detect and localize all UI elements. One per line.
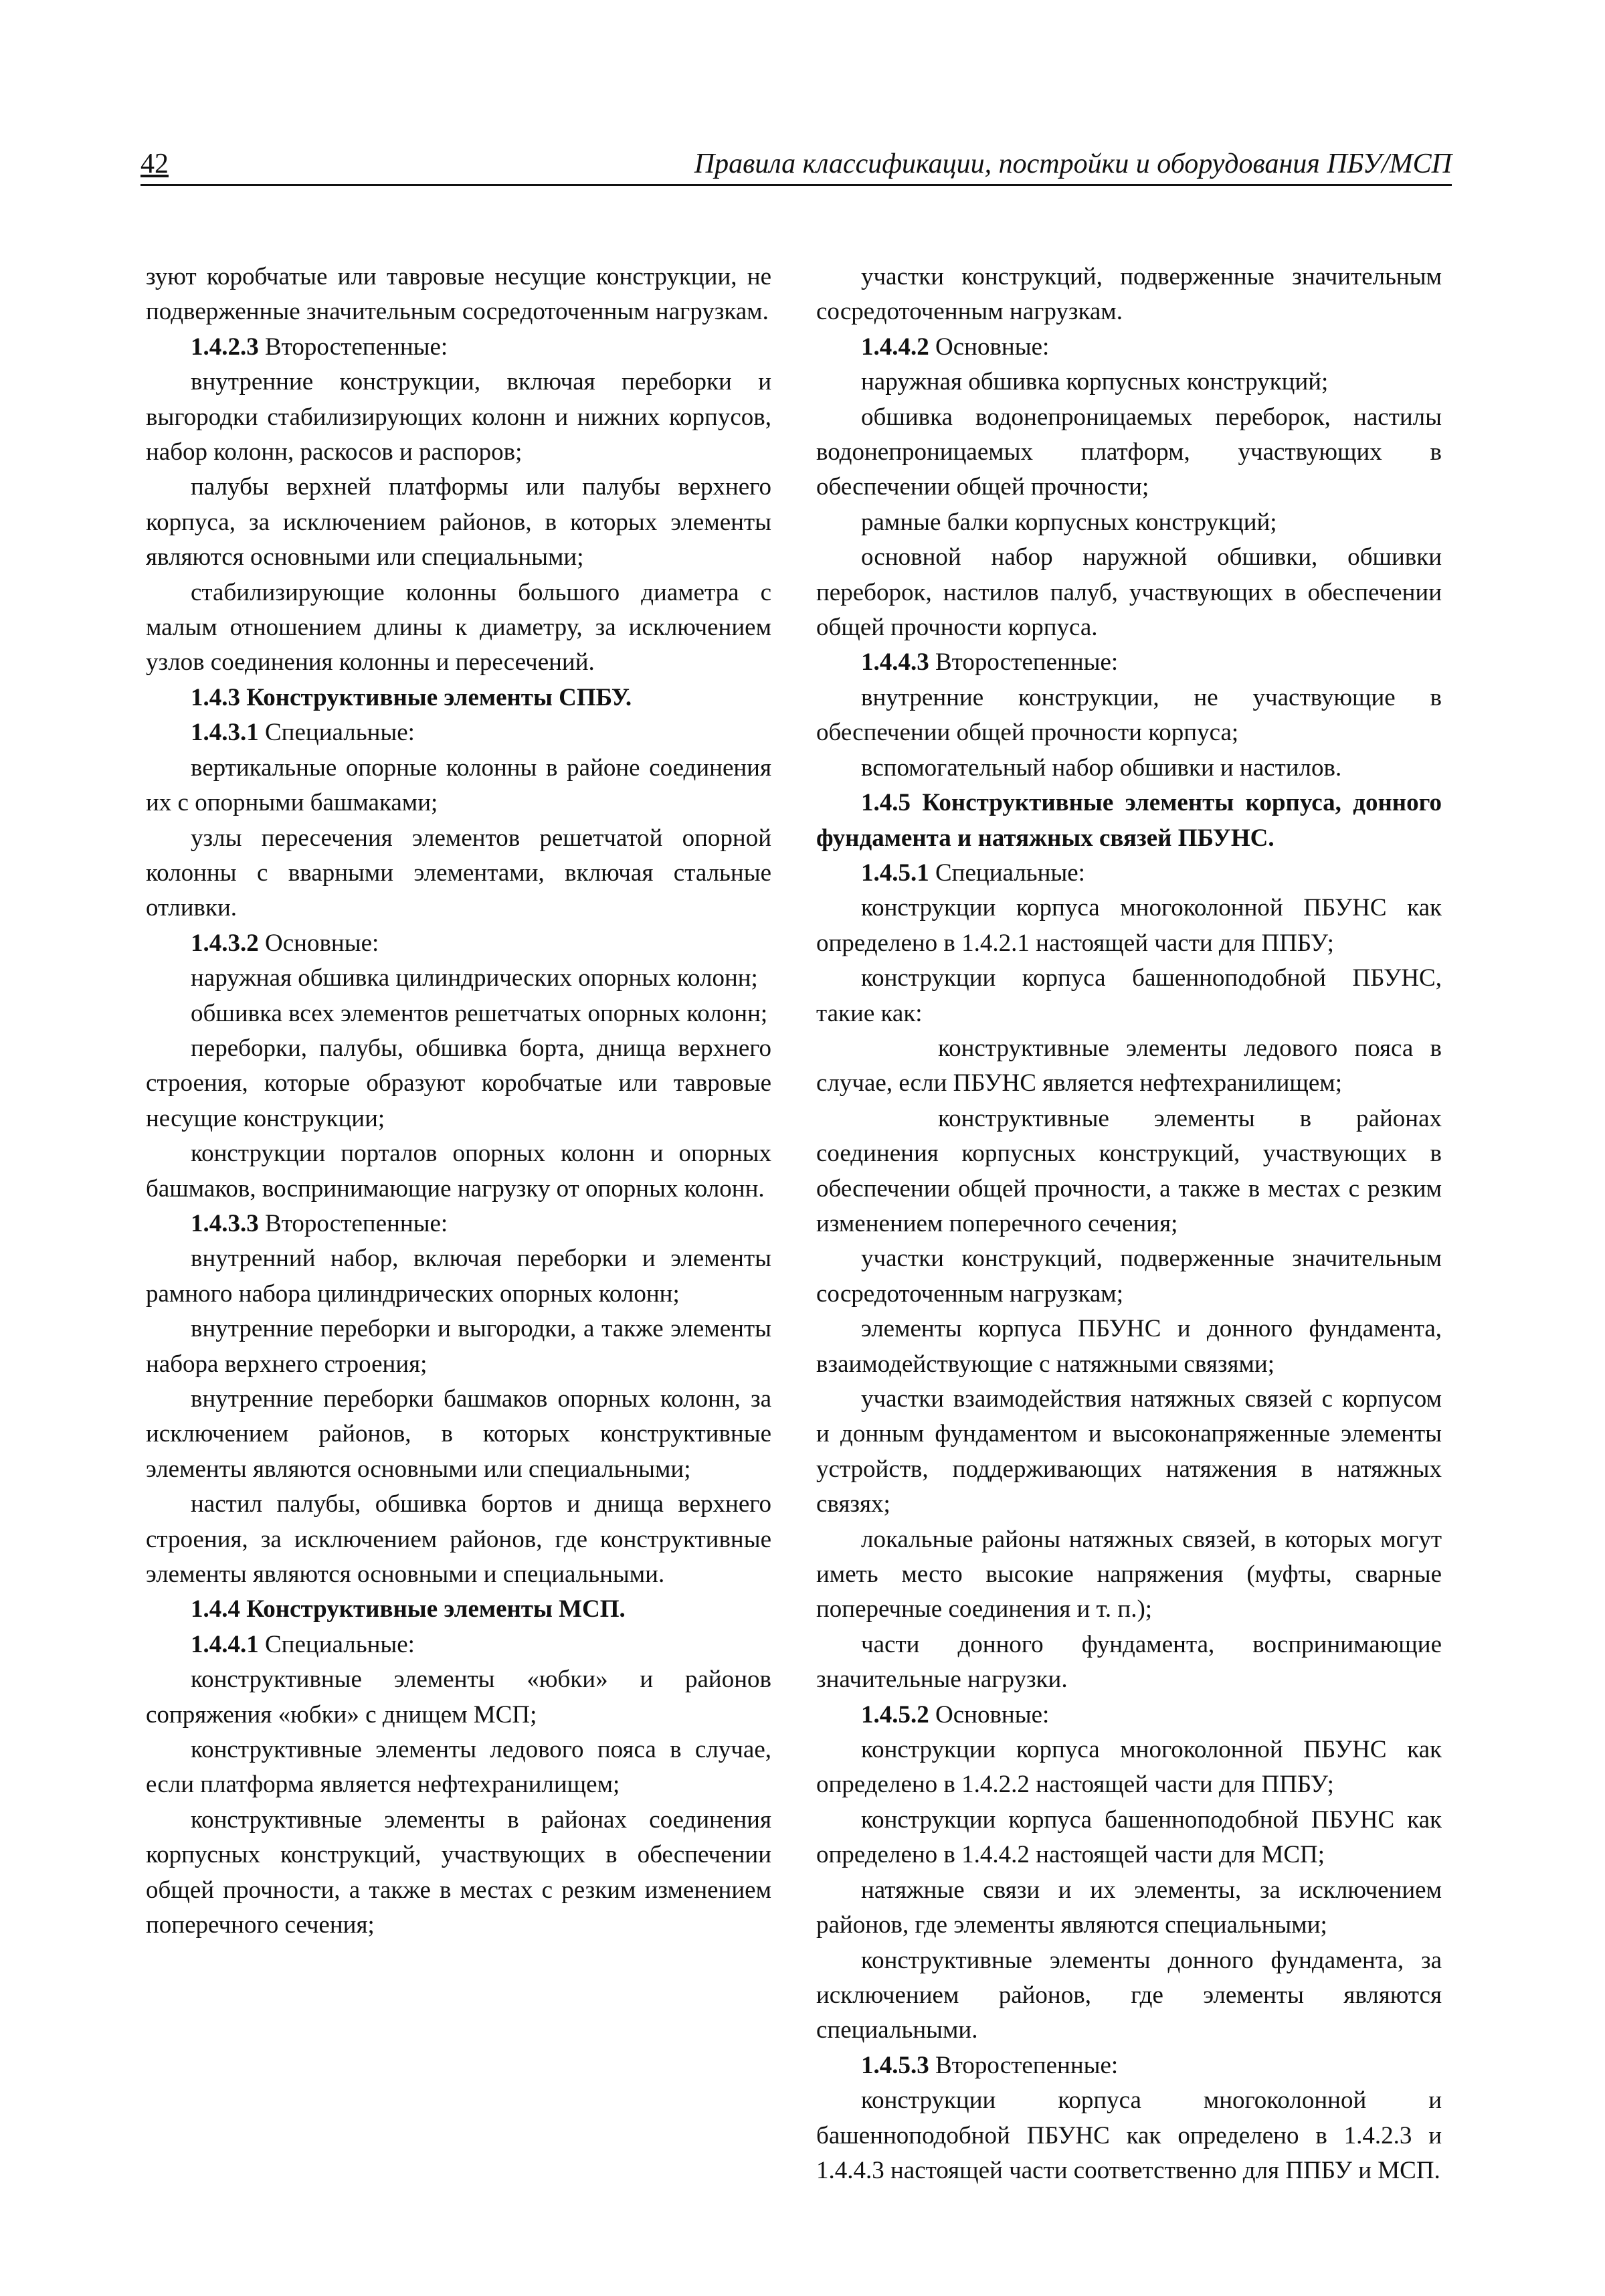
list-item: участки взаимодействия натяжных связей с корпусом и донным фундаментом и высоконапряженные элементы устройств, поддерживающих натяжения в натяжных связях; bbox=[816, 1385, 1442, 1518]
subsection-title: Второстепенные: bbox=[258, 333, 448, 361]
subsection-heading bbox=[146, 1627, 771, 1662]
list-item: обшивка всех элементов решетчатых опорных колонн; bbox=[191, 999, 768, 1027]
list-item: настил палубы, обшивка бортов и днища верхнего строения, за исключением районов, где конструктивные элементы являются основными и специальными. bbox=[146, 1490, 771, 1589]
subsection-heading bbox=[146, 926, 771, 961]
list-item: конструктивные элементы «юбки» и районов сопряжения «юбки» с днищем МСП; bbox=[146, 1666, 771, 1729]
running-title: Правила классификации, постройки и оборудования ПБУ/МСП bbox=[694, 149, 1452, 179]
list-item: конструктивные элементы ледового пояса в случае, если ПБУНС является нефтехранилищем; bbox=[816, 1034, 1442, 1097]
list-item: внутренний набор, включая переборки и элементы рамного набора цилиндрических опорных колонн; bbox=[146, 1245, 771, 1308]
section-heading: 1.4.3 Конструктивные элементы СПБУ. bbox=[191, 683, 632, 711]
section-heading: 1.4.5 Конструктивные элементы корпуса, донного фундамента и натяжных связей ПБУНС. bbox=[816, 789, 1442, 852]
subsection-heading bbox=[146, 1207, 771, 1241]
list-item: конструктивные элементы в районах соединения корпусных конструкций, участвующих в обеспечении общей прочности, а также в местах с резким изменением поперечного сечения; bbox=[816, 1104, 1442, 1237]
subsection-title: Основные: bbox=[929, 1700, 1050, 1729]
subsection-title: Основные: bbox=[929, 333, 1050, 361]
list-item: конструкции корпуса многоколонной ПБУНС как определено в 1.4.2.1 настоящей части для ППБУ; bbox=[816, 894, 1442, 957]
subsection-number: 1.4.3.2 bbox=[191, 929, 259, 957]
list-item: палубы верхней платформы или палубы верхнего корпуса, за исключением районов, в которых элементы являются основными или специальными; bbox=[146, 473, 771, 571]
list-item: переборки, палубы, обшивка борта, днища верхнего строения, которые образуют коробчатые или тавровые несущие конструкции; bbox=[146, 1034, 771, 1132]
right-column bbox=[816, 260, 1442, 2188]
subsection-number: 1.4.4.1 bbox=[191, 1630, 259, 1658]
list-item: узлы пересечения элементов решетчатой опорной колонны с вварными элементами, включая стальные отливки. bbox=[146, 824, 771, 922]
page-header bbox=[140, 144, 1452, 186]
page-number: 42 bbox=[140, 149, 169, 179]
list-item: внутренние переборки башмаков опорных колонн, за исключением районов, в которых конструктивные элементы являются основными или специальными; bbox=[146, 1385, 771, 1483]
subsection-number: 1.4.3.3 bbox=[191, 1209, 259, 1237]
list-item: обшивка водонепроницаемых переборок, настилы водонепроницаемых платформ, участвующих в обеспечении общей прочности; bbox=[816, 403, 1442, 501]
subsection-heading bbox=[146, 715, 771, 750]
subsection-number: 1.4.5.2 bbox=[861, 1700, 929, 1729]
subsection-heading bbox=[816, 330, 1442, 365]
list-item: элементы корпуса ПБУНС и донного фундамента, взаимодействующие с натяжными связями; bbox=[816, 1315, 1442, 1378]
list-item: натяжные связи и их элементы, за исключением районов, где элементы являются специальными; bbox=[816, 1876, 1442, 1939]
list-item: конструкции порталов опорных колонн и опорных башмаков, воспринимающие нагрузку от опорных колонн. bbox=[146, 1140, 771, 1203]
subsection-number: 1.4.4.3 bbox=[861, 648, 929, 677]
subsection-title: Второстепенные: bbox=[929, 2051, 1119, 2079]
subsection-heading bbox=[816, 2048, 1442, 2083]
list-item: участки конструкций, подверженные значительным сосредоточенным нагрузкам; bbox=[816, 1245, 1442, 1308]
list-item: основной набор наружной обшивки, обшивки переборок, настилов палуб, участвующих в обеспечении общей прочности корпуса. bbox=[816, 543, 1442, 642]
subsection-title: Специальные: bbox=[258, 719, 415, 747]
list-item: рамные балки корпусных конструкций; bbox=[861, 508, 1277, 536]
list-item: внутренние конструкции, не участвующие в обеспечении общей прочности корпуса; bbox=[816, 683, 1442, 747]
list-item: конструкции корпуса многоколонной и башенноподобной ПБУНС как определено в 1.4.2.3 и 1.4.4.3 настоящей части соответственно для ППБУ и МСП. bbox=[816, 2087, 1442, 2184]
section-heading: 1.4.4 Конструктивные элементы МСП. bbox=[191, 1595, 626, 1623]
list-item: участки конструкций, подверженные значительным сосредоточенным нагрузкам. bbox=[816, 263, 1442, 326]
subsection-heading bbox=[816, 856, 1442, 891]
list-item: наружная обшивка корпусных конструкций; bbox=[861, 368, 1329, 396]
list-item: вспомогательный набор обшивки и настилов. bbox=[861, 754, 1342, 782]
subsection-title: Специальные: bbox=[929, 859, 1085, 887]
subsection-title: Второстепенные: bbox=[258, 1209, 448, 1237]
subsection-heading bbox=[816, 645, 1442, 680]
subsection-heading bbox=[146, 330, 771, 365]
subsection-number: 1.4.5.3 bbox=[861, 2051, 929, 2079]
list-item: конструкции корпуса многоколонной ПБУНС как определено в 1.4.2.2 настоящей части для ППБУ; bbox=[816, 1736, 1442, 1799]
list-item: локальные районы натяжных связей, в которых могут иметь место высокие напряжения (муфты, сварные поперечные соединения и т. п.); bbox=[816, 1525, 1442, 1623]
list-item: стабилизирующие колонны большого диаметра с малым отношением длины к диаметру, за исключением узлов соединения колонны и пересечений. bbox=[146, 578, 771, 677]
subsection-title: Основные: bbox=[258, 929, 379, 957]
list-item: вертикальные опорные колонны в районе соединения их с опорными башмаками; bbox=[146, 754, 771, 817]
subsection-number: 1.4.3.1 bbox=[191, 719, 259, 747]
list-item: внутренние переборки и выгородки, а также элементы набора верхнего строения; bbox=[146, 1315, 771, 1378]
subsection-number: 1.4.2.3 bbox=[191, 333, 259, 361]
subsection-title: Специальные: bbox=[258, 1630, 415, 1658]
list-item: части донного фундамента, воспринимающие значительные нагрузки. bbox=[816, 1630, 1442, 1694]
list-item: конструктивные элементы донного фундамента, за исключением районов, где элементы являются специальными. bbox=[816, 1946, 1442, 2044]
subsection-number: 1.4.5.1 bbox=[861, 859, 929, 887]
list-item: конструкции корпуса башенноподобной ПБУНС как определено в 1.4.4.2 настоящей части для МСП; bbox=[816, 1805, 1442, 1869]
paragraph-continuation: зуют коробчатые или тавровые несущие конструкции, не подверженные значительным сосредоточенным нагрузкам. bbox=[146, 263, 771, 326]
list-item: внутренние конструкции, включая переборки и выгородки стабилизирующих колонн и нижних корпусов, набор колонн, раскосов и распоров; bbox=[146, 368, 771, 466]
left-column bbox=[146, 260, 771, 1943]
subsection-heading bbox=[816, 1698, 1442, 1733]
subsection-title: Второстепенные: bbox=[929, 648, 1119, 677]
subsection-number: 1.4.4.2 bbox=[861, 333, 929, 361]
list-item: наружная обшивка цилиндрических опорных колонн; bbox=[191, 964, 758, 992]
list-item: конструктивные элементы ледового пояса в случае, если платформа является нефтехранилищем; bbox=[146, 1736, 771, 1799]
list-item: конструкции корпуса башенноподобной ПБУНС, такие как: bbox=[816, 964, 1442, 1027]
list-item: конструктивные элементы в районах соединения корпусных конструкций, участвующих в обеспечении общей прочности, а также в местах с резким изменением поперечного сечения; bbox=[146, 1805, 771, 1939]
